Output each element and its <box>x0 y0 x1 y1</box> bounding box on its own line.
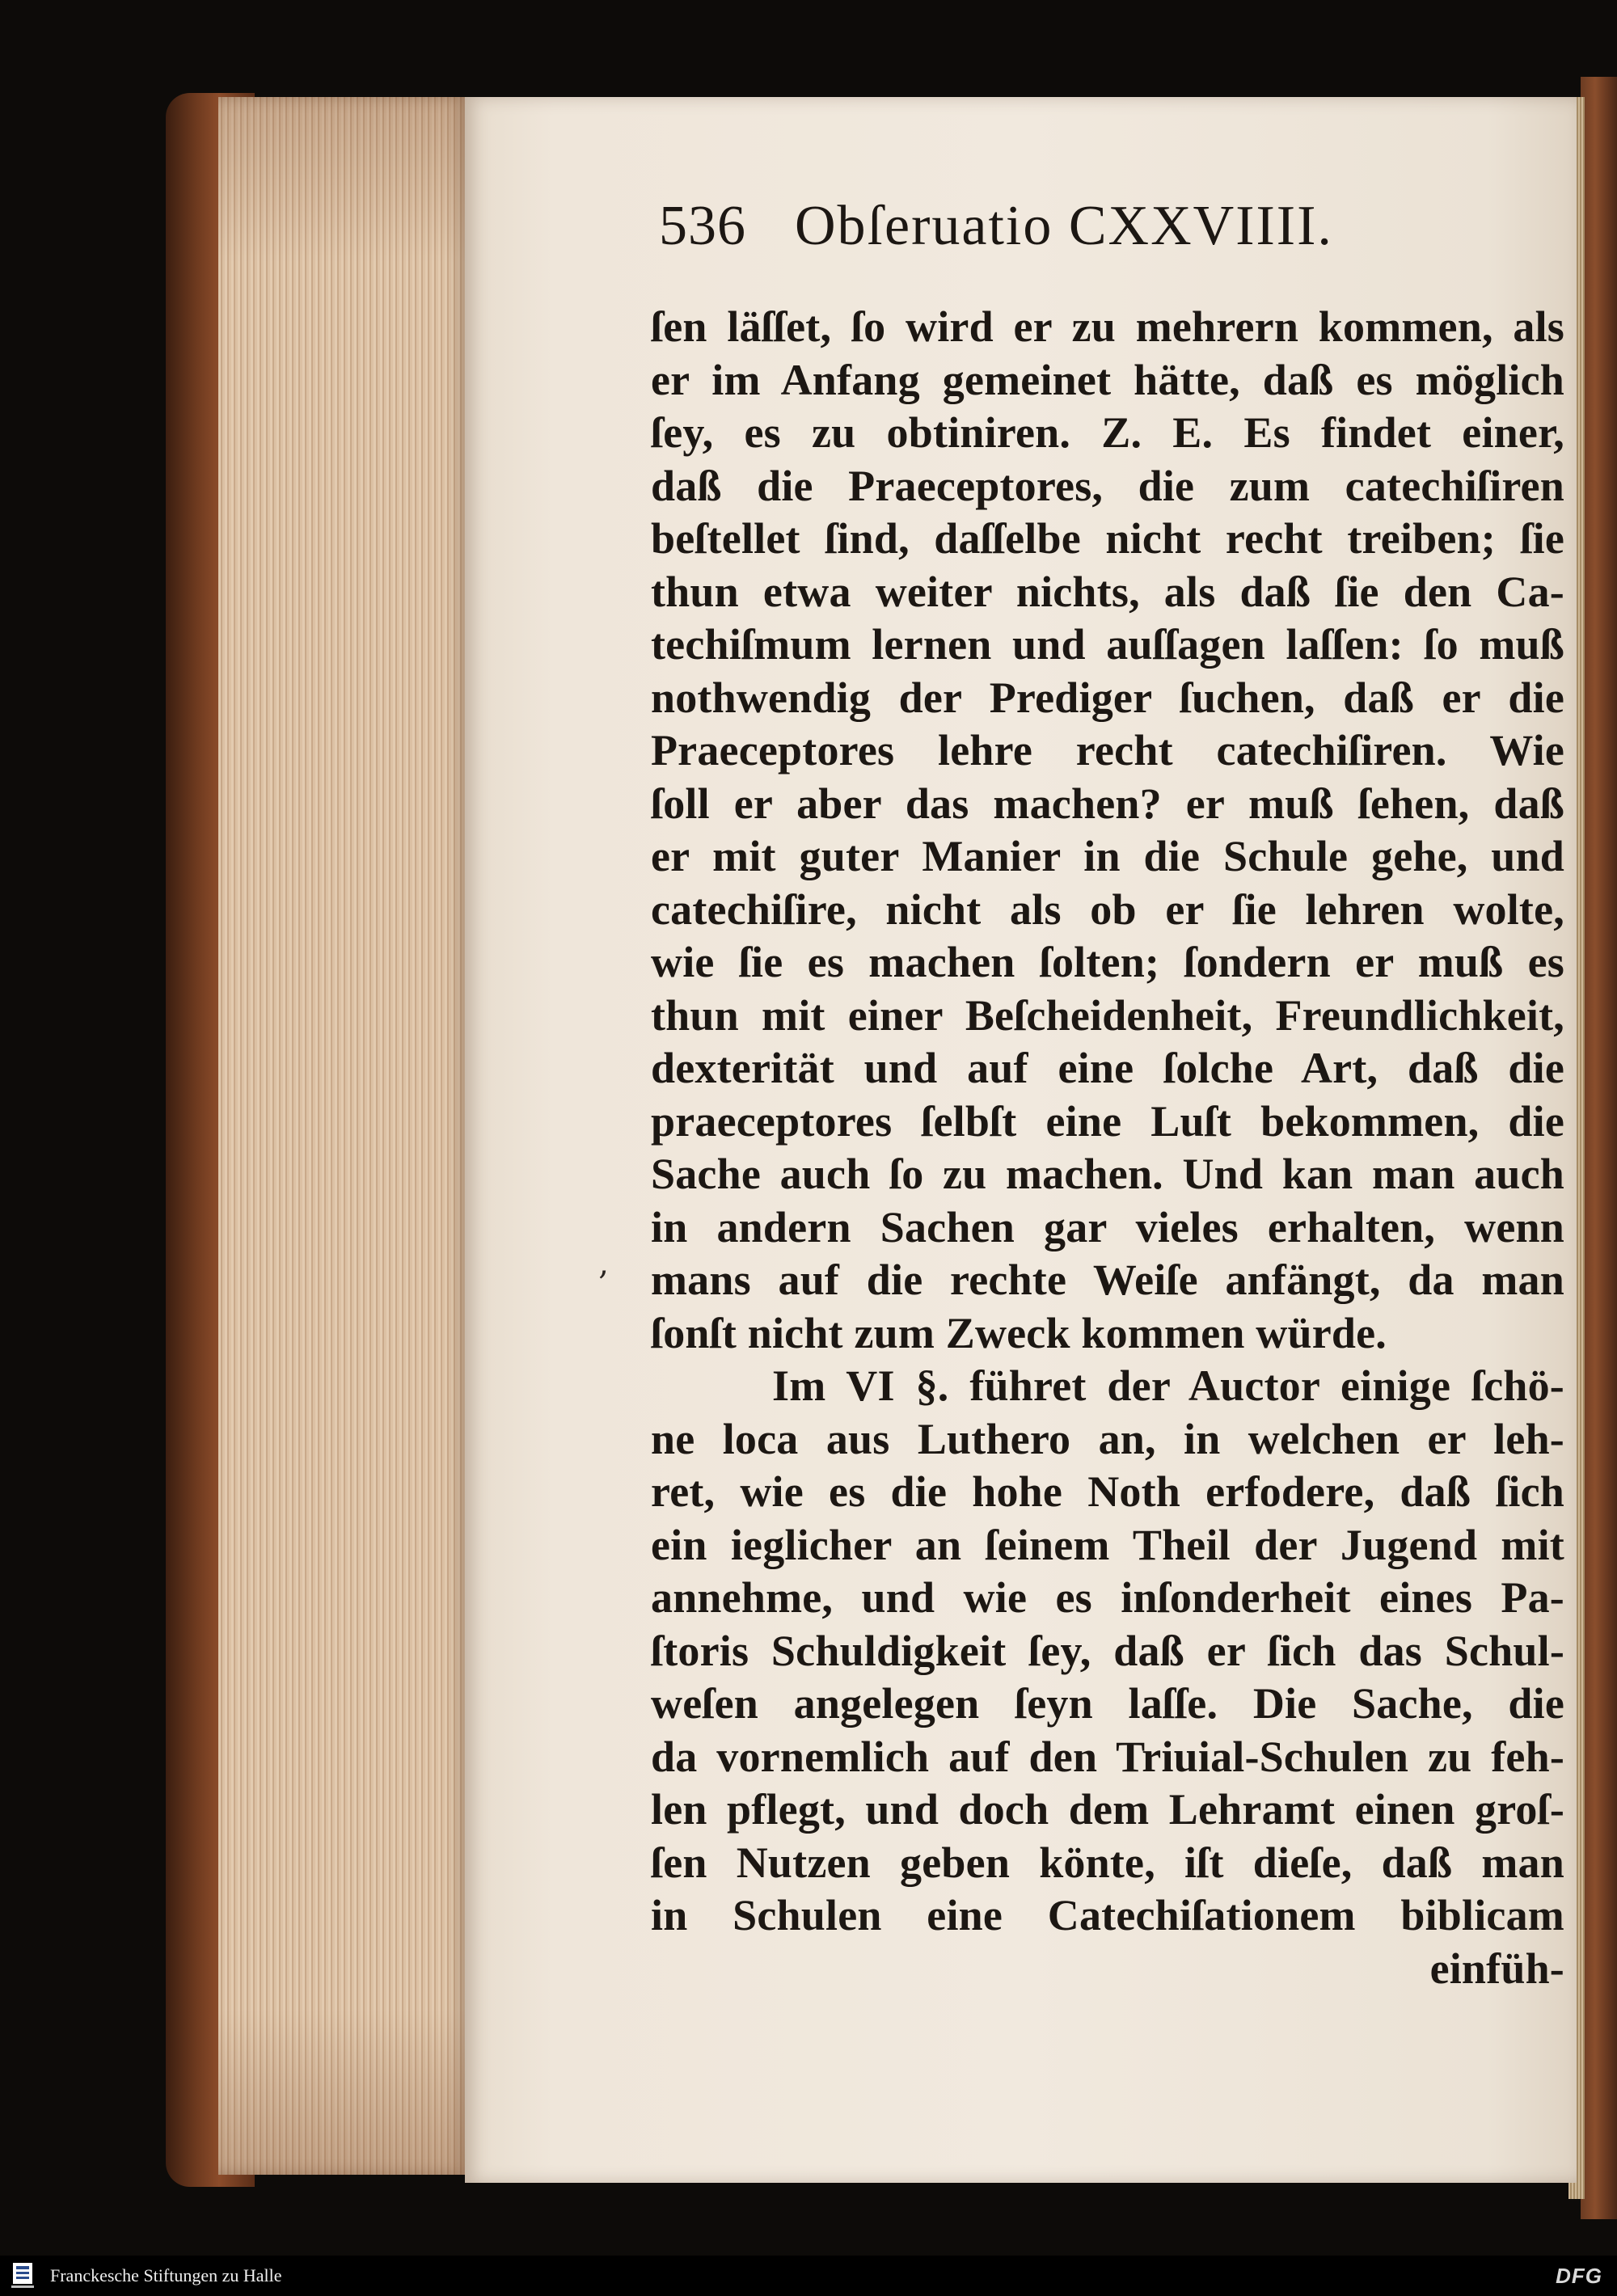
text-line: praeceptores ſelbſt eine Luſt bekommen, die <box>651 1096 1564 1146</box>
running-head <box>651 194 1564 291</box>
margin-mark: ‚ <box>598 1245 609 1282</box>
footer-institution-block[interactable] <box>6 2260 282 2292</box>
text-line: Im VI §. führet der Auctor einige ſchö- <box>772 1361 1564 1410</box>
text-line: dexterität und auf eine ſolche Art, daß die <box>651 1044 1564 1092</box>
text-line: techiſmum lernen und auſſagen laſſen: ſo muß <box>651 620 1564 669</box>
book-page <box>465 97 1577 2183</box>
right-book-cover <box>1581 77 1617 2219</box>
text-line: len pflegt, und doch dem Lehramt einen groſ- <box>651 1785 1564 1834</box>
text-line: ret, wie es die hohe Noth erfodere, daß ſich <box>651 1467 1564 1516</box>
text-line: ſonſt nicht zum Zweck kommen würde. <box>651 1308 1387 1357</box>
text-line: ſoll er aber das machen? er muß ſehen, daß <box>651 779 1564 828</box>
text-line: wie ſie es machen ſolten; ſondern er muß es <box>651 938 1564 986</box>
paragraph-1 <box>651 301 1564 1360</box>
paragraph-2 <box>651 1360 1564 1943</box>
page-content <box>651 194 1564 2102</box>
text-line: in Schulen eine Catechiſationem biblicam <box>651 1891 1564 1939</box>
text-line: annehme, und wie es inſonderheit eines Pa- <box>651 1573 1564 1622</box>
page-edges <box>218 97 469 2175</box>
text-line: da vornemlich auf den Triuial-Schulen zu feh- <box>651 1732 1564 1781</box>
franckesche-stiftungen-logo-icon <box>6 2260 39 2292</box>
text-line: Praeceptores lehre recht catechiſiren. Wie <box>651 726 1564 774</box>
catchword: einfüh- <box>1429 1944 1564 1993</box>
running-title: Obſeruatio CXXVIIII. <box>795 195 1333 257</box>
page-number: 536 <box>659 195 746 257</box>
text-line: er mit guter Manier in die Schule gehe, und <box>651 832 1564 880</box>
text-line: ſen läſſet, ſo wird er zu mehrern kommen, als <box>651 302 1564 351</box>
text-line: in andern Sachen gar vieles erhalten, wenn <box>651 1202 1564 1251</box>
viewer-footer <box>0 2256 1617 2296</box>
text-line: ſey, es zu obtiniren. Z. E. Es findet einer, <box>651 408 1564 457</box>
text-line: ſtoris Schuldigkeit ſey, daß er ſich das Schul- <box>651 1626 1564 1675</box>
text-line: thun mit einer Beſcheidenheit, Freundlichkeit, <box>651 990 1564 1040</box>
text-line: weſen angelegen ſeyn laſſe. Die Sache, die <box>651 1679 1564 1728</box>
body-text <box>651 301 1564 1995</box>
text-line: mans auf die rechte Weiſe anfängt, da man <box>651 1256 1564 1304</box>
text-line: ein ieglicher an ſeinem Theil der Jugend mit <box>651 1520 1564 1569</box>
text-line: nothwendig der Prediger ſuchen, daß er die <box>651 673 1564 722</box>
text-line: er im Anfang gemeinet hätte, daß es möglich <box>651 355 1564 404</box>
text-line: daß die Praeceptores, die zum catechiſiren <box>651 461 1564 510</box>
dfg-logo[interactable]: DFG <box>1556 2263 1602 2288</box>
institution-name: Franckesche Stiftungen zu Halle <box>50 2265 282 2285</box>
text-line: catechiſire, nicht als ob er ſie lehren wolte, <box>651 884 1564 934</box>
text-line: Sache auch ſo zu machen. Und kan man auch <box>651 1150 1564 1198</box>
text-line: beſtellet ſind, daſſelbe nicht recht treiben; ſie <box>651 514 1564 563</box>
text-line: ne loca aus Luthero an, in welchen er leh- <box>651 1414 1564 1463</box>
text-line: ſen Nutzen geben könte, iſt dieſe, daß man <box>651 1838 1564 1887</box>
text-line: thun etwa weiter nichts, als daß ſie den Ca- <box>651 567 1564 616</box>
